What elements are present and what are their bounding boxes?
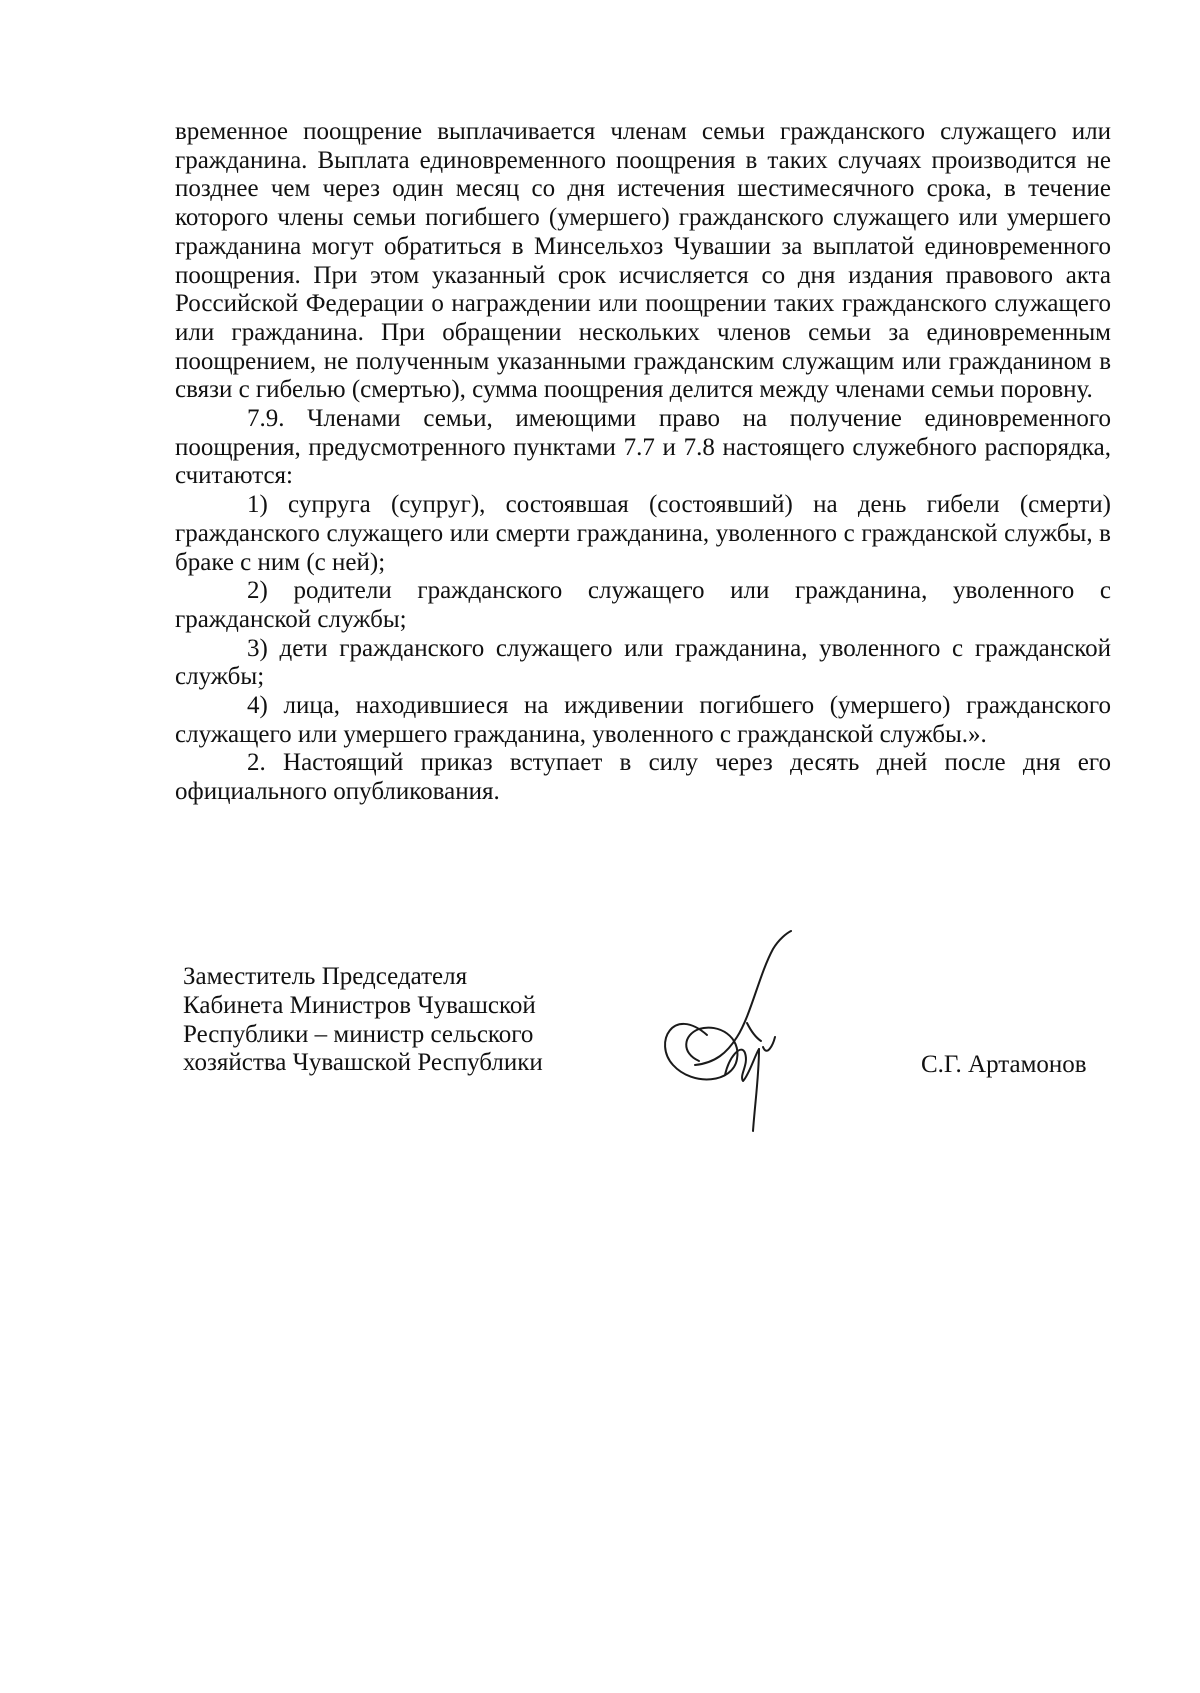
list-item-parents: 2) родители гражданского служащего или гражданина, уволенного с гражданской службы; xyxy=(175,577,1111,633)
paragraph-effective-date: 2. Настоящий приказ вступает в силу через десять дней после дня его официального опубликования. xyxy=(175,749,1111,806)
handwritten-signature-icon xyxy=(655,925,815,1135)
position-line: Республики – министр сельского xyxy=(183,1020,534,1048)
position-line: хозяйства Чувашской Республики xyxy=(183,1049,543,1077)
list-item-dependents: 4) лица, находившиеся на иждивении погибшего (умершего) гражданского служащего или умершего гражданина, уволенного с гражданской службы.». xyxy=(175,692,1111,748)
document-body xyxy=(175,118,1111,807)
signatory-position xyxy=(183,963,543,1078)
paragraph-payment-to-family: временное поощрение выплачивается членам семьи гражданского служащего или гражданина. Выплата единовременного поощрения в таких случаях производится не позднее чем через один месяц со дня истечения шестимесячного срока, в течение которого члены семьи погибшего (умершего) гражданского служащего или умершего гражданина могут обратиться в Минсельхоз Чувашии за выплатой единовременного поощрения. При этом указанный срок исчисляется со дня издания правового акта Российской Федерации о награждении или поощрении таких гражданского служащего или гражданина. При обращении нескольких членов семьи за единовременным поощрением, не полученным указанными гражданским служащим или гражданином в связи с гибелью (смертью), сумма поощрения делится между членами семьи поровну. xyxy=(175,118,1111,404)
paragraph-7-9-family-members: 7.9. Членами семьи, имеющими право на получение единовременного поощрения, предусмотренного пунктами 7.7 и 7.8 настоящего служебного распорядка, считаются: xyxy=(175,405,1111,490)
signatory-name: С.Г. Артамонов xyxy=(921,1051,1087,1078)
position-line: Заместитель Председателя xyxy=(183,963,468,990)
position-line: Кабинета Министров Чувашской xyxy=(183,991,536,1019)
list-item-spouse: 1) супруга (супруг), состоявшая (состоявший) на день гибели (смерти) гражданского служащего или смерти гражданина, уволенного с гражданской службы, в браке с ним (с ней); xyxy=(175,491,1111,576)
list-item-children: 3) дети гражданского служащего или гражданина, уволенного с гражданской службы; xyxy=(175,634,1111,691)
